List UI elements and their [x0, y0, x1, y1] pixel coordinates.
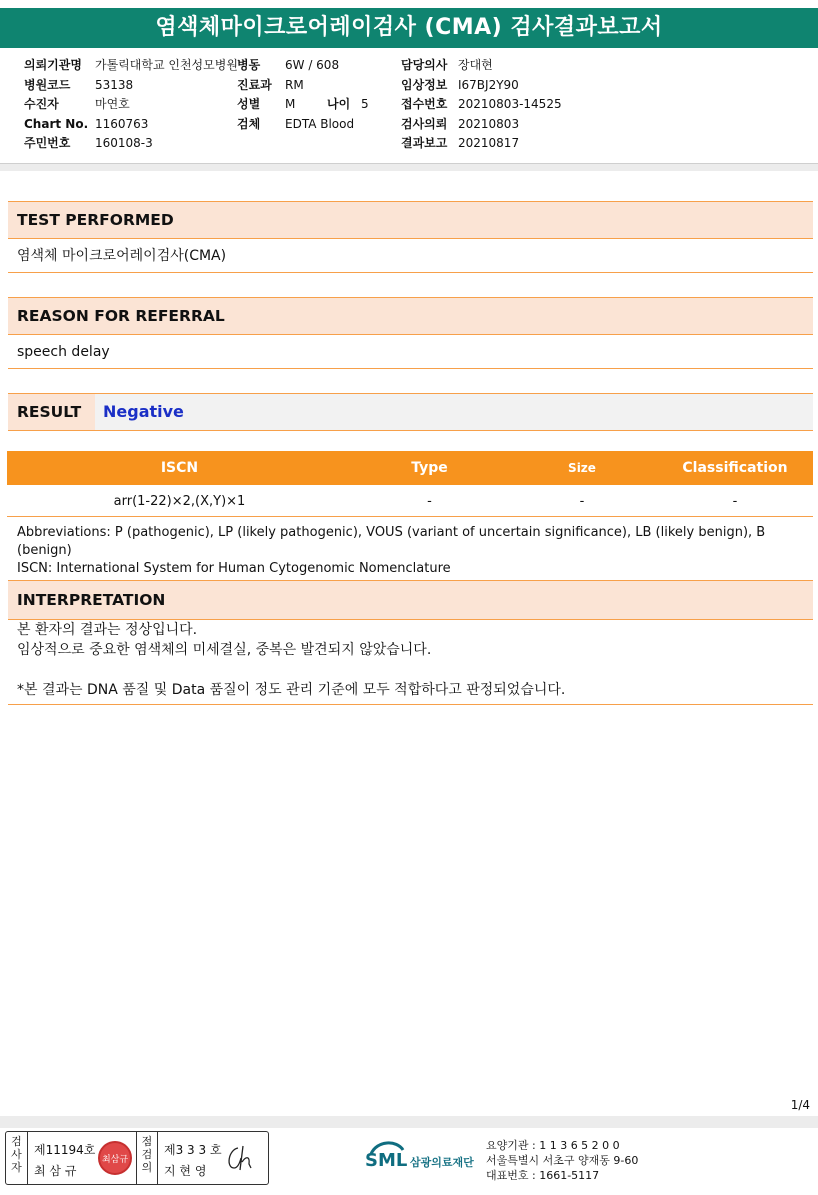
- results-table-header: [7, 451, 813, 485]
- meta-label: 의뢰기관명: [24, 58, 82, 72]
- meta-value: 1160763: [95, 116, 149, 131]
- cell-iscn: arr(1-22)×2,(X,Y)×1: [113, 494, 246, 509]
- interpretation-heading: INTERPRETATION: [8, 580, 813, 620]
- logo-mark: SML: [365, 1150, 408, 1171]
- meta-row: [237, 56, 397, 76]
- meta-row: [24, 115, 264, 135]
- column-header-classification: Classification: [682, 460, 788, 476]
- report-title: 염색체마이크로어레이검사 (CMA) 검사결과보고서: [0, 8, 818, 48]
- sml-logo: [365, 1138, 480, 1182]
- cell-classification: -: [732, 494, 738, 509]
- meta-value: 160108-3: [95, 136, 153, 150]
- result-label: RESULT: [8, 394, 95, 430]
- reason-heading: REASON FOR REFERRAL: [8, 297, 813, 335]
- meta-value: 20210817: [458, 136, 520, 150]
- meta-row: [237, 115, 397, 135]
- meta-label: 병원코드: [24, 77, 71, 92]
- table-row: [7, 486, 813, 517]
- meta-row: [401, 95, 601, 115]
- meta-value: 6W / 608: [285, 58, 340, 72]
- examiner-seal: 최삼규: [98, 1141, 132, 1175]
- examiner-label: [6, 1132, 28, 1184]
- meta-column-patient: [24, 56, 264, 154]
- meta-label: 수진자: [24, 97, 59, 111]
- contact-line: 서울특별시 서초구 양재동 9-60: [486, 1154, 639, 1167]
- meta-value: 20210803-14525: [458, 97, 562, 111]
- interpretation-line: 임상적으로 중요한 염색체의 미세결실, 중복은 발견되지 않았습니다.: [17, 642, 432, 658]
- meta-label: 주민번호: [24, 136, 71, 150]
- examiner-label-text: 검사자: [11, 1135, 22, 1174]
- footer-divider: [0, 1116, 818, 1128]
- header-divider: [0, 163, 818, 171]
- meta-column-ward: [237, 56, 397, 134]
- meta-label: 검체: [237, 116, 261, 131]
- reviewer-name: 지 현 영: [164, 1164, 207, 1178]
- meta-row: [401, 115, 601, 135]
- meta-label: 성별: [237, 97, 261, 111]
- meta-row: [401, 134, 601, 154]
- meta-value: 가톨릭대학교 인천성모병원: [95, 58, 238, 72]
- page-number: 1/4: [790, 1098, 810, 1112]
- meta-label: 병동: [237, 58, 261, 72]
- meta-row: [24, 95, 264, 115]
- interpretation-line: 본 환자의 결과는 정상입니다.: [17, 622, 198, 638]
- meta-value: RM: [285, 77, 304, 92]
- logo-name: 삼광의료재단: [410, 1156, 474, 1169]
- test-performed-text: 염색체 마이크로어레이검사(CMA): [8, 239, 813, 273]
- meta-label: 진료과: [237, 77, 272, 92]
- meta-row: [24, 134, 264, 154]
- cell-type: -: [427, 494, 432, 509]
- test-performed-heading: TEST PERFORMED: [8, 201, 813, 239]
- meta-row: [401, 76, 601, 96]
- meta-label: 담당의사: [401, 58, 448, 72]
- iscn-definition-line: ISCN: International System for Human Cytogenomic Nomenclature: [17, 561, 451, 576]
- meta-label: 접수번호: [401, 97, 448, 111]
- meta-value: 53138: [95, 77, 134, 92]
- meta-value: 20210803: [458, 116, 520, 131]
- quality-note: *본 결과는 DNA 품질 및 Data 품질이 정도 관리 기준에 모두 적합하다고 판정되었습니다.: [17, 682, 566, 698]
- meta-row: [237, 95, 397, 115]
- handwritten-signature: [224, 1142, 260, 1174]
- abbreviations-note: [17, 524, 818, 578]
- examiner-license: 제11194호: [34, 1143, 96, 1157]
- meta-label: 검사의뢰: [401, 116, 448, 131]
- cell-size: -: [579, 494, 585, 509]
- meta-row: [237, 76, 397, 96]
- result-row: [8, 393, 813, 431]
- meta-value: 장대현: [458, 58, 493, 72]
- meta-row: [24, 76, 264, 96]
- contact-line: 요양기관 : 1 1 3 6 5 2 0 0: [486, 1139, 620, 1152]
- age-value: 5: [361, 97, 369, 111]
- meta-label: 임상정보: [401, 77, 448, 92]
- column-header-type: Type: [411, 460, 448, 476]
- meta-row: [24, 56, 264, 76]
- age-label: 나이: [327, 97, 351, 111]
- column-header-iscn: ISCN: [160, 460, 199, 476]
- meta-value: 마연호: [95, 97, 130, 111]
- column-header-size: Size: [568, 461, 596, 475]
- meta-value: M: [285, 97, 296, 111]
- meta-row: [401, 56, 601, 76]
- reason-text: speech delay: [8, 335, 813, 369]
- examiner-name: 최 삼 규: [34, 1164, 77, 1178]
- reviewer-license: 제3 3 3 호: [164, 1143, 222, 1157]
- contact-line: 대표번호 : 1661-5117: [486, 1169, 600, 1182]
- interpretation-body: [8, 620, 813, 705]
- reviewer-label: [136, 1132, 158, 1184]
- meta-label: 결과보고: [401, 136, 448, 150]
- meta-value: EDTA Blood: [285, 116, 355, 131]
- abbreviations-line: Abbreviations: P (pathogenic), LP (likely pathogenic), VOUS (variant of uncertain significance), LB (likely benign), B (benign): [17, 525, 766, 558]
- meta-column-physician: [401, 56, 601, 154]
- signature-box: [5, 1131, 269, 1185]
- reviewer-label-text: 점검의: [141, 1135, 153, 1174]
- contact-info: [486, 1138, 638, 1183]
- meta-value: I67BJ2Y90: [458, 77, 519, 92]
- meta-label: Chart No.: [24, 116, 89, 131]
- result-value: Negative: [103, 402, 184, 421]
